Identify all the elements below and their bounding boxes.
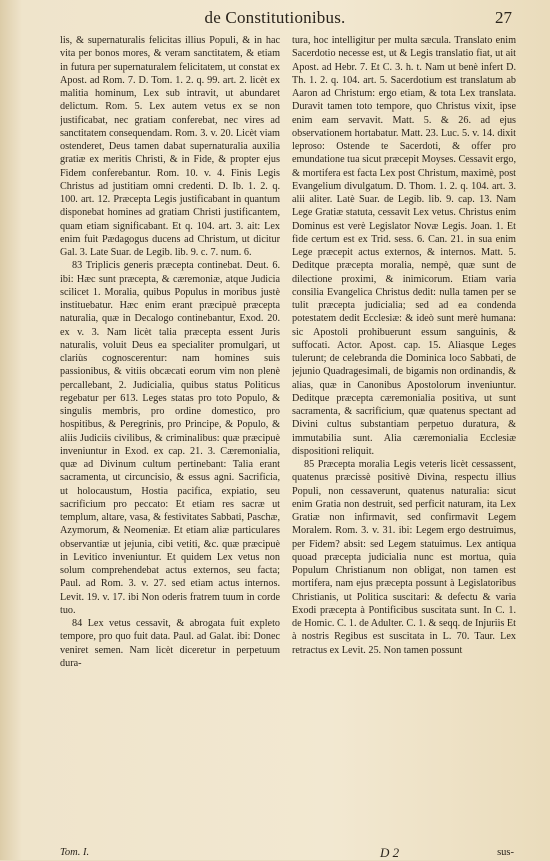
running-title: de Constitutionibus. — [204, 8, 346, 27]
gathering-signature: D 2 — [380, 845, 400, 860]
paragraph-85: 85 Præcepta moralia Legis veteris licèt cessassent, quatenus præcissè positivè Divina, respectu illius Populi, non cessaverunt, quatenus naturalia: sicut enim Gratia non destruit, sed perficit naturam, ita Lex Gratiæ non infirmavit, sed confirmavit Legem Moralem. Rom. 3. v. 31. ibi: Legem ergo destruimus, per Fidem? absit: sed Legem statuimus. Lex antiqua quoad præcepta judicialia nunc est mortua, quia Populum Christianum non obligat, non tamen est mortifera, nam ejus præcepta possunt à Legislatoribus Christianis, ut Politica suscitari: & defectu & varia Exodi præcepta à Pontificibus suscitata sunt. In C. 1. de Homic. C. 1. de Adulter. C. 1. & seqq. de Injuriis Et à nostris Regibus est suscitata in L. 70. Taur. Lex retractus ex Levit. 25. Non tamen possunt — [292, 459, 516, 656]
catchword: sus- — [497, 847, 514, 858]
page-header — [0, 6, 550, 30]
volume-signature: Tom. I. — [60, 847, 90, 858]
right-text-column — [292, 34, 516, 846]
paragraph-83: 83 Triplicis generis præcepta continebat. Deut. 6. ibi: Hæc sunt præcepta, & cæremoniæ, atque Judicia scilicet 1. Moralia, quibus Populus in moribus justè instituebatur. Hæc enim erant præcipuè præcepta naturalia, quæ in Decalogo continebantur, Exod. 20. ex v. 3. Nam licèt talia præcepta essent Juris naturalis, voluit Deus ea specialiter promulgari, ut clariùs cognoscerentur: nam homines suis passionibus, & vitiis obcæcati eorum vim non plenè percallebant, 2. Judicialia, quibus status Politicus regebatur per 613. Leges statas pro toto Populo, & singulis membris, pro ordine domestico, pro hospitibus, & Peregrinis, pro Principe, & Populo, & aliis Judiciis civilibus, & criminalibus: quæ præcipuè inveniuntur in Exod. ex cap. 21. 3. Cæremonialia, quæ ad Divinum cultum pertinebant: Talia erant sacramenta, ut circuncisio, & essus agni. Sacrificia, ut holocaustum, Hostia pacifica, expiatio, seu sacrificium pro peccato: Et etiam res sacræ ut templum, altare, vasa, & festivitates Sabbati, Paschæ, Azymorum, & Neomeniæ. Et etiam aliæ particulares observantiæ ut jejunia, cibi vetiti, &c. quæ præcipuè in Levitico inveniuntur. Et quidem Lex vetus non solum comprehendebat actus externos, seu facta; Paul. ad Rom. 3. v. 27. sed etiam actus internos. Levit. 19. v. 17. ibi Non oderis fratrem tuum in corde tuo. — [60, 260, 280, 616]
paragraph: tura, hoc intelligitur per multa sæcula. Translato enim Sacerdotio necesse est, ut & Legis translatio fiat, ut ait Apost. ad Hebr. 7. Et C. 3. h. t. Nam ut benè infert D. Th. 1. 2. q. 104. art. 5. Sacerdotium est translatum ab Aaron ad Christum: ergo etiam, & tota Lex translata. Duravit tamen toto tempore, quo Christus vixit, ipse enim eam servavit. Matt. 5. & 26. ad ejus observationem hortabatur. Matt. 23. Luc. 5. v. 14. dixit leproso: Ostende te Sacerdoti, & offer pro emundatione tua sicut præcepit Moyses. Cessavit ergo, & mortifera est facta Lex post Christum, maximè, post Evangelium divulgatum. D. Thom. 1. 2. q. 104. art. 3. alii aliter. Latè Suar. de Legib. lib. 9. cap. 13. Nam Lege Gratiæ statuta, cessavit Lex vetus. Christus enim Dominus est verè Legislator Novæ Legis. Joan. 1. Et fide certum est ex Trid. sess. 6. Can. 21. in sua enim Lege præcepit actus externos, & internos. Matt. 5. Deditque præcepta moralia, nempè, quæ sunt de dilectione proximi, & inimicorum. Etiam varia consilia Evangelica Christus dedit: nulla tamen per se tulit præcepta judicialia; sed ad ea condenda potestatem dedit Ecclesiæ: & ideò sunt merè humana: sic Apostoli prohibuerunt essum sanguinis, & suffocati. Actor. Apost. cap. 15. Aliasque Leges tulerunt; de celebranda die Dominica loco Sabbati, de jejunio Quadragesimali, de bigamis non ordinandis, & alias, quæ in Canonibus Apostolorum inveniuntur. Deditque præcepta cæremonialia positiva, ut sunt sacramenta, & sacrificium, quæ quatenus spectant ad Divini cultus substantiam perpetuo duratura, & immutabilia sunt. Alia cæremonialia Ecclesiæ dispositioni reliquit. — [292, 35, 516, 457]
paragraph-84: 84 Lex vetus cessavit, & abrogata fuit expleto tempore, pro quo fuit data. Paul. ad Galat. ibi: Donec veniret semen. Nam licèt diceretur in perpetuum dura- — [60, 618, 280, 669]
left-text-column — [60, 34, 280, 846]
paragraph: lis, & supernaturalis felicitas illius Populi, & in hac vita per bonos mores, & veram sanctitatem, & etiam in futura per supernaturalem felicitatem, ut constat ex Apost. ad Rom. 7. D. Tom. 1. 2. q. 99. art. 2. licèt ex malitia hominum, Lex sub intravit, ut abundaret delictum. Rom. 5. Lex autem vetus ex se non justificabat, nec gratiam conferebat, nec vires ad sanctitatem consequendam. Rom. 3. v. 20. Licèt viam ostenderet, Deus tamen dabat supernaturalia auxilia gratiæ ex meritis Christi, & in Fide, & propter ejus Fidem conferebantur. Rom. 10. v. 4. Finis Legis Christus ad justitiam omni credenti. D. Ib. 1. 2. q. 100. art. 12. Præcepta Legis justificabant in quantum disponebat homines ad gratiam Christi justificantem, quam etiam significabant. Et q. 104. art. 3. ait: Lex enim fuit Pædagogus ducens ad Christum, ut dicitur Gal. 3. Late Suar. de Legib. lib. 9. c. 7. num. 6. — [60, 35, 280, 258]
page-number: 27 — [495, 8, 512, 27]
